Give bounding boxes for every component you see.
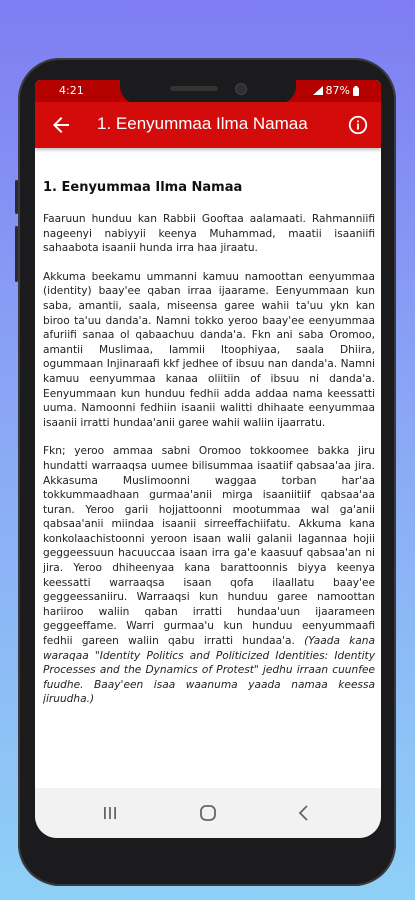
system-nav-bar <box>35 788 381 838</box>
paragraph-3-text: Fkn; yeroo ammaa sabni Oromoo tokkoomee bakka jiru hundatti warraaqsa uumee bilisummaa isaatiif qabsaa'aa jira. Akkasuma Muslimoonni waggaa torban har'aa tokkummaadhaan gurmaa'anii mirga isaaniitiif qabsaa'aa turan. Yeroo garii hojjattoonni mootummaa wal ga'anii qabsaa'anii miindaa isaanii sirreeffachiifatu. Akkuma kana konkolaachistoonni yeroon isaan walii galanii lagannaa hojii geggeessuun hacuuccaa isaan irra ga'e kaasuuf qabsaa'an ni jira. Yeroo dhiheenyaa kana barattoonnis biyya keenya keessatti warraaqsa isaan qofa ilaallatu baay'ee geggeessaniiru. Warraaqsi kun hunduu garee namoottan hariiroo waliin qaban irratti hundaa'uun ijaarameen geggeeffame. Warri gurmaa'u kun hunduu eenyummaafi fedhii gareen waliin qabu irratti hundaa'a. <box>43 445 375 648</box>
device-screen <box>35 80 381 838</box>
camera-notch <box>120 80 296 104</box>
arrow-back-icon[interactable] <box>49 113 73 137</box>
info-icon[interactable] <box>347 114 369 136</box>
front-camera <box>235 83 247 95</box>
recents-icon[interactable] <box>99 802 121 824</box>
page-title: 1. Eenyummaa Ilma Namaa <box>97 114 308 133</box>
battery-icon <box>353 86 359 96</box>
article-content <box>43 180 375 780</box>
paragraph-3 <box>43 444 375 707</box>
nav-back-icon[interactable] <box>293 802 315 824</box>
paragraph-2: Akkuma beekamu ummanni kamuu namoottan eenyummaa (identity) baay'ee qaban irraa ijaarame. Eenyummaan kun saba, amantii, saala, miseensa garee wahii ta'uu ykn kan biroo ta'uu danda'a. Namni tokko yeroo baay'ee eenyummaa afuriifi sanaa ol qabaachuu danda'a. Fkn ani saba Oromoo, amantii Muslimaa, lammii Itoophiyaa, saala Dhiira, ogummaan Injinaraafi kkf jedhee of ibsuu nan danda'a. Namni kamuu eenyummaa kanaa oliitiin of ibsuu ni danda'a. Eenyummaan kun hunduu fedhii adda addaa nama keessatti uuma. Namoonni fedhiin isaanii walitti dhihaate eenyummaa isaanii irratti hundaa'anii garee wahii waliin ijaarratu. <box>43 270 375 429</box>
power-button <box>15 226 18 282</box>
signal-icon <box>313 86 323 95</box>
article-heading: 1. Eenyummaa Ilma Namaa <box>43 180 243 195</box>
paragraph-3-citation: (Yaada kana waraqaa "Identity Politics and Politicized Identities: Identity Processes and the Dynamics of Protest" jedhu irraan cuunfee fuudhe. Baay'een isaa waanuma yaada namaa keessa jiruudha.) <box>43 635 375 706</box>
status-time: 4:21 <box>59 84 84 97</box>
status-icons <box>313 84 359 97</box>
app-bar <box>35 102 381 148</box>
paragraph-1: Faaruun hunduu kan Rabbii Gooftaa aalamaati. Rahmanniifi nageenyi nabiyyii keenya Muhammad, maatii isaaniifi sahaabota isaanii hunda irra haa jiraatu. <box>43 213 375 255</box>
volume-button <box>15 180 18 214</box>
battery-percent: 87% <box>325 84 350 97</box>
home-icon[interactable] <box>197 802 219 824</box>
earpiece <box>170 86 218 91</box>
